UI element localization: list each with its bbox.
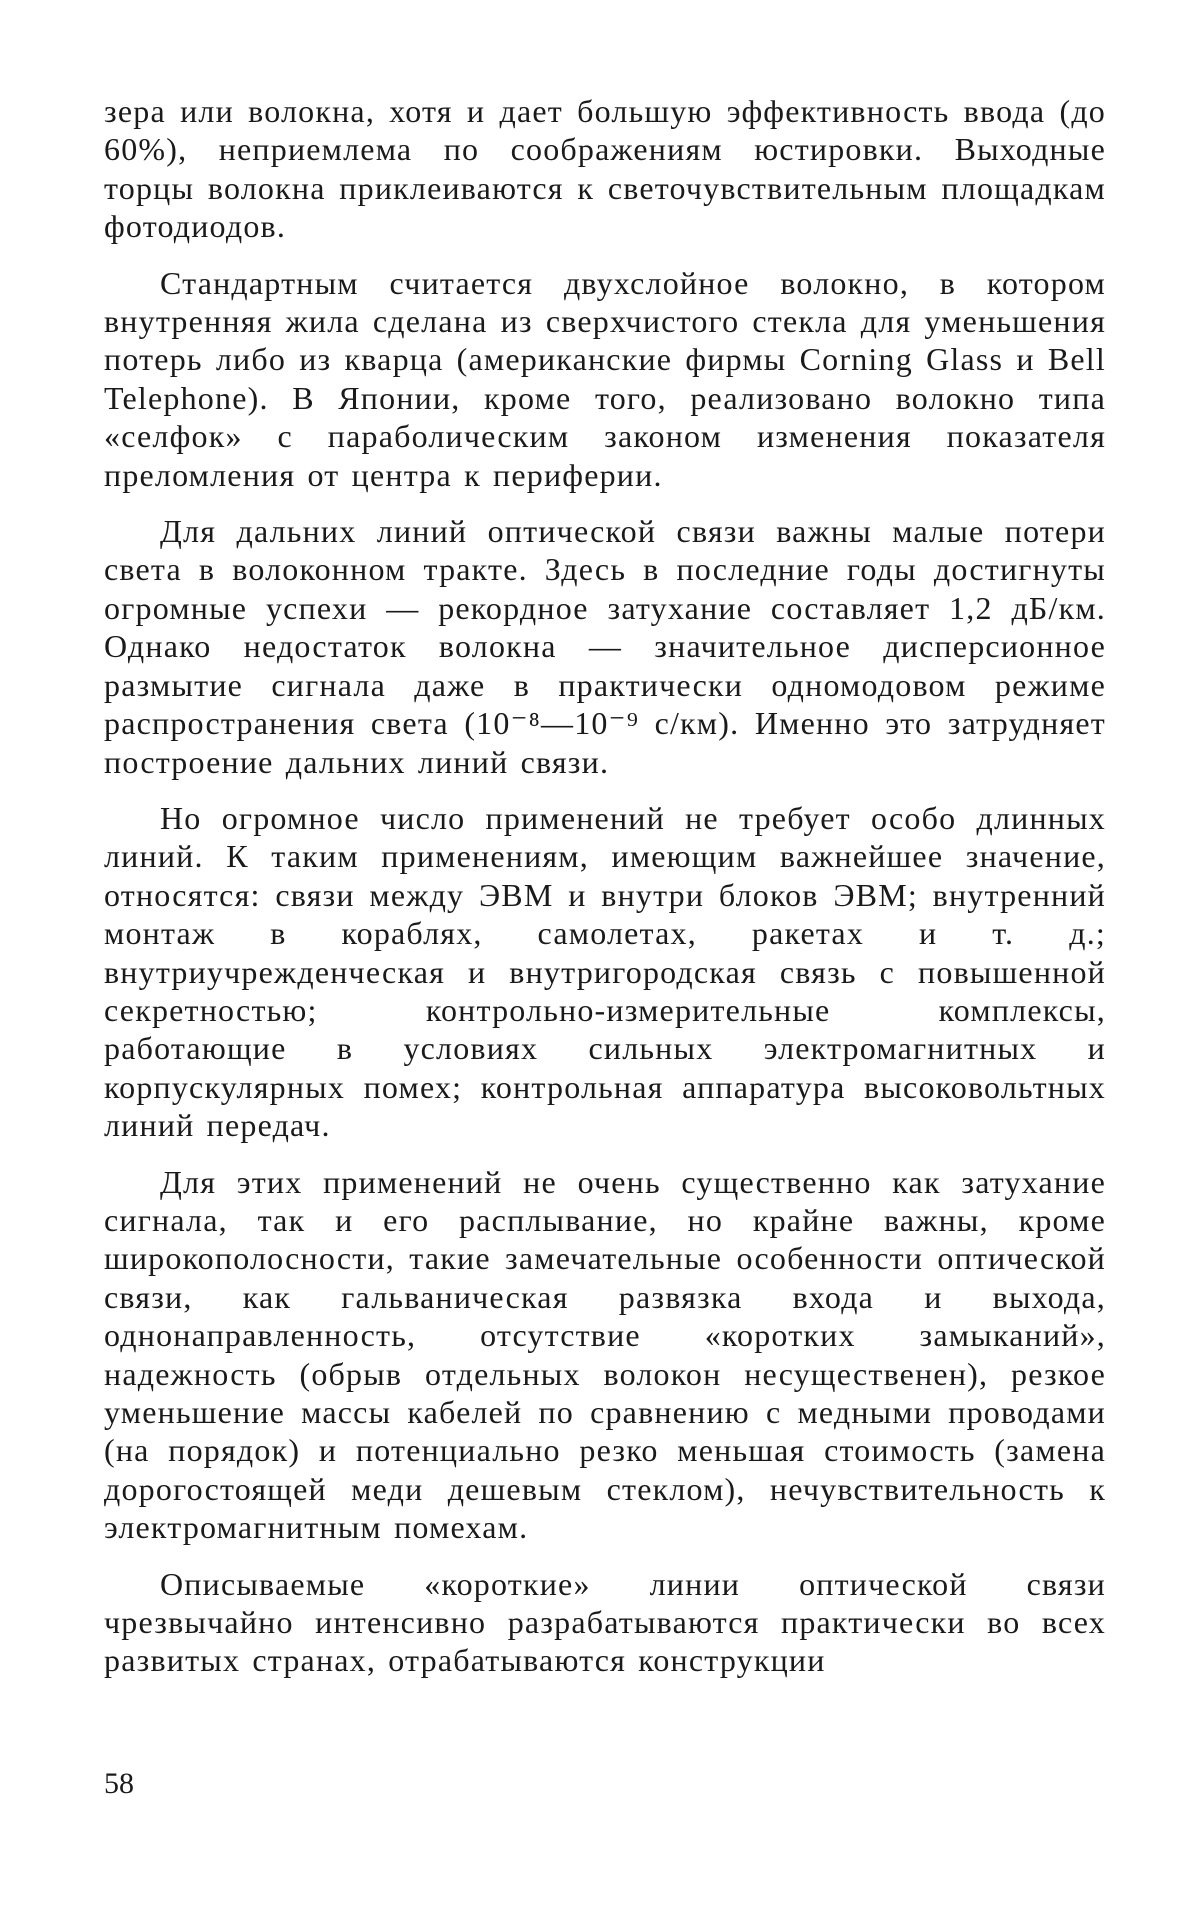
paragraph-5: Для этих применений не очень существенно как затухание сигнала, так и его расплывание, но крайне важны, кроме широкополосности, такие замечательные особенности оптической связи, как гальваническая развязка входа и выхода, однонаправленность, отсутствие «коротких замыканий», надежность (обрыв отдельных волокон несущественен), резкое уменьшение массы кабелей по сравнению с медными проводами (на порядок) и потенциально резко меньшая стоимость (замена дорогостоящей меди дешевым стеклом), нечувствительность к электромагнитным помехам.: [104, 1163, 1106, 1546]
paragraph-6: Описываемые «короткие» линии оптической связи чрезвычайно интенсивно разрабатываются практически во всех развитых странах, отрабатываются конструкции: [104, 1565, 1106, 1679]
body-text: [104, 92, 1106, 1698]
paragraph-4: Но огромное число применений не требует особо длинных линий. К таким применениям, имеющим важнейшее значение, относятся: связи между ЭВМ и внутри блоков ЭВМ; внутренний монтаж в кораблях, самолетах, ракетах и т. д.; внутриучрежденческая и внутригородская связь с повышенной секретностью; контрольно-измерительные комплексы, работающие в условиях сильных электромагнитных и корпускулярных помех; контрольная аппаратура высоковольтных линий передач.: [104, 799, 1106, 1144]
paragraph-3: Для дальних линий оптической связи важны малые потери света в волоконном тракте. Здесь в последние годы достигнуты огромные успехи — рекордное затухание составляет 1,2 дБ/км. Однако недостаток волокна — значительное дисперсионное размытие сигнала даже в практически одномодовом режиме распространения света (10⁻⁸—10⁻⁹ с/км). Именно это затрудняет построение дальних линий связи.: [104, 513, 1106, 780]
paragraph-2: Стандартным считается двухслойное волокно, в котором внутренняя жила сделана из сверхчистого стекла для уменьшения потерь либо из кварца (американские фирмы Corning Glass и Bell Telephone). В Японии, кроме того, реализовано волокно типа «селфок» с параболическим законом изменения показателя преломления от центра к периферии.: [104, 264, 1106, 493]
paragraph-1: зера или волокна, хотя и дает большую эффективность ввода (до 60%), неприемлема по соображениям юстировки. Выходные торцы волокна приклеиваются к светочувствительным площадкам фотодиодов.: [104, 93, 1106, 245]
page-number: 58: [104, 1767, 134, 1800]
